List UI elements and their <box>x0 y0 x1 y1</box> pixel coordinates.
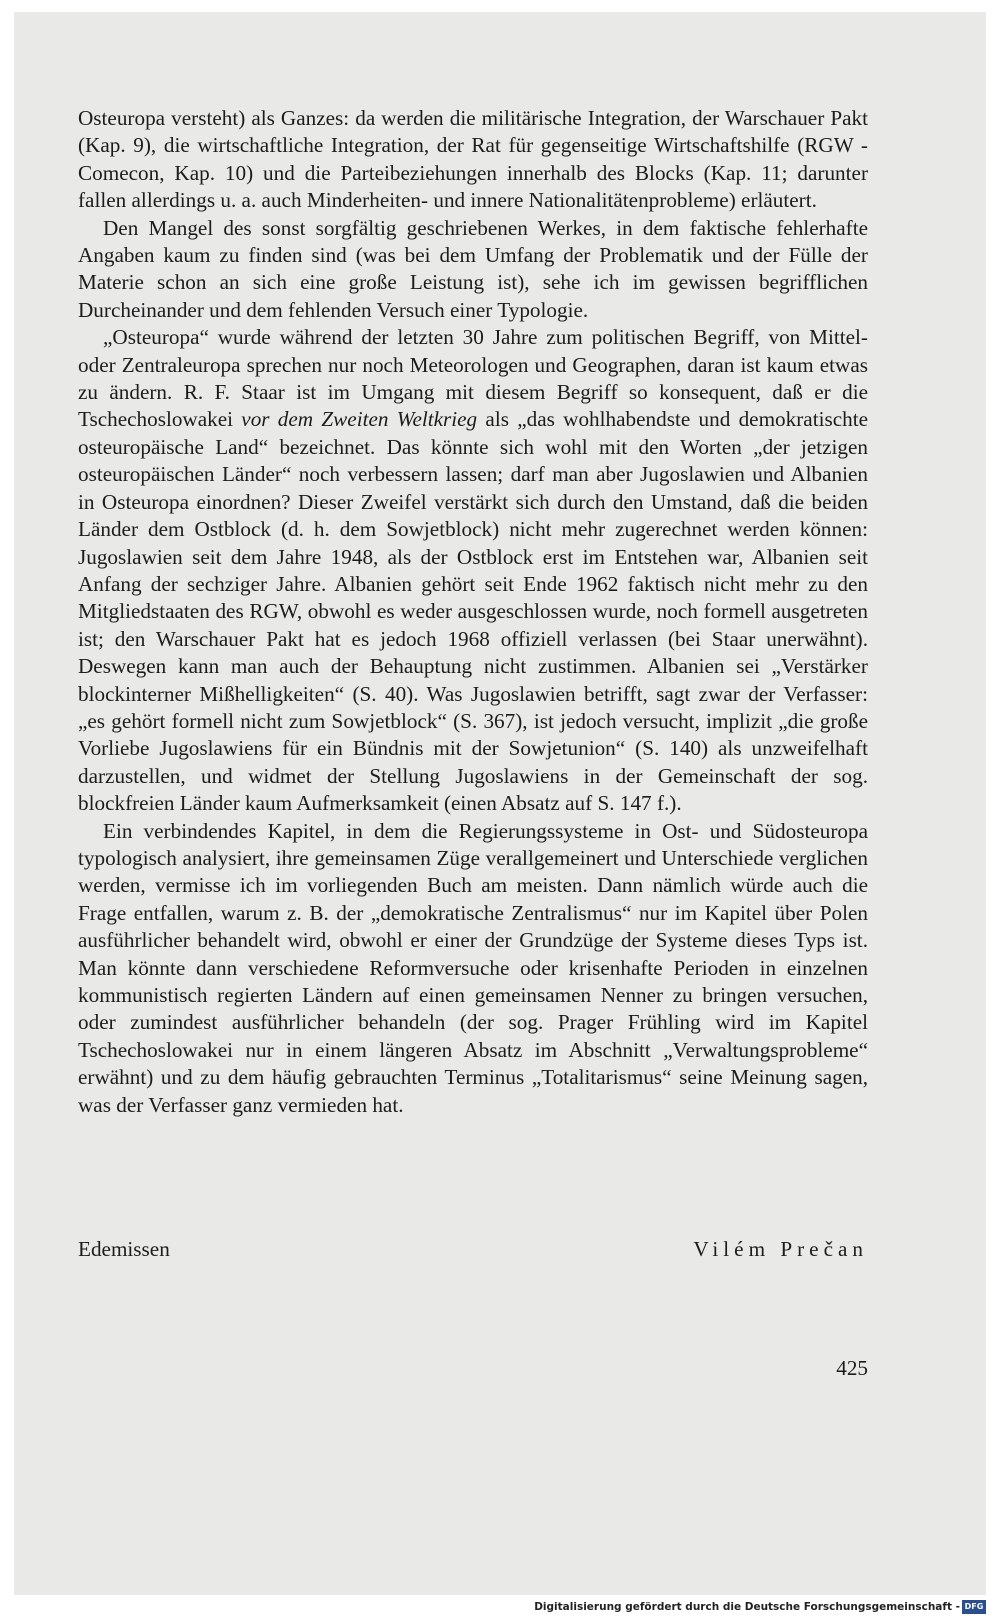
paragraph-1: Osteuropa versteht) als Ganzes: da werden die militärische Integration, der Warschauer Pakt (Kap. 9), die wirtschaftliche Integration, der Rat für gegenseitige Wirtschaftshilfe (RGW - Comecon, Kap. 10) und die Parteibeziehungen innerhalb des Blocks (Kap. 11; darunter fallen allerdings u. a. auch Minderheiten- und innere Nationalitätenprobleme) erläutert. <box>78 106 868 213</box>
paragraph-3 <box>78 324 868 817</box>
signature-place: Edemissen <box>78 1237 170 1261</box>
page-number: 425 <box>836 1356 868 1380</box>
paragraph-3-end: als „das wohlhabendste und demokratischte osteuropäische Land“ bezeichnet. Das könnte sich wohl mit den Worten „der jetzigen osteuropäischen Länder“ noch verbessern lassen; darf man aber Jugoslawien und Albanien in Osteuropa einordnen? Dieser Zweifel verstärkt sich durch den Umstand, daß die beiden Länder dem Ostblock (d. h. dem Sowjetblock) nicht mehr zugerechnet werden können: Jugoslawien seit dem Jahre 1948, als der Ostblock erst im Entstehen war, Albanien seit Anfang der sechziger Jahre. Albanien gehört seit Ende 1962 faktisch nicht mehr zu den Mitgliedstaaten des RGW, obwohl es weder ausgeschlossen wurde, noch formell ausgetreten ist; den Warschauer Pakt hat es jedoch 1968 offiziell verlassen (bei Staar unerwähnt). Deswegen kann man auch der Behauptung nicht zustimmen. Albanien sei „Verstärker blockinterner Mißhelligkeiten“ (S. 40). Was Jugoslawien betrifft, sagt zwar der Verfasser: „es gehört formell nicht zum Sowjetblock“ (S. 367), ist jedoch versucht, implizit „die große Vorliebe Jugoslawiens für ein Bündnis mit der Sowjetunion“ (S. 140) als unzweifelhaft darzustellen, und widmet der Stellung Jugoslawiens in der Gemeinschaft der sog. blockfreien Länder kaum Aufmerksamkeit (einen Absatz auf S. 147 f.). <box>78 407 869 816</box>
paragraph-2: Den Mangel des sonst sorgfältig geschriebenen Werkes, in dem faktische fehlerhafte Angaben kaum zu finden sind (was bei dem Umfang der Problematik und der Fülle der Materie schon an sich eine große Leistung ist), sehe ich im gewissen begrifflichen Durcheinander und dem fehlenden Versuch einer Typologie. <box>78 215 868 322</box>
paragraph-3-start: „Osteuropa“ wurde während der letzten 30 Jahre zum politischen Begriff, von Mittel- oder Zentraleuropa sprechen nur noch Meteorologen und Geographen, daran ist kaum etwas zu ändern. R. F. Staar ist im Umgang mit diesem Begriff so konsequent, daß er die Tschechoslowakei <box>78 325 868 432</box>
paragraph-3-emphasis: vor dem Zweiten Weltkrieg <box>241 407 478 432</box>
digitization-credit: Digitalisierung gefördert durch die Deutsche Forschungsgemeinschaft - <box>534 1601 960 1613</box>
paragraph-4: Ein verbindendes Kapitel, in dem die Regierungssysteme in Ost- und Südosteuropa typologisch analysiert, ihre gemeinsamen Züge verallgemeinert und Unterschiede verglichen werden, vermisse ich im vorliegenden Buch am meisten. Dann nämlich würde auch die Frage entfallen, warum z. B. der „demokratische Zentralismus“ nur im Kapitel über Polen ausführlicher behandelt wird, obwohl er einer der Grundzüge der Systeme dieses Typs ist. Man könnte dann verschiedene Reformversuche oder krisenhafte Perioden in einzelnen kommunistisch regierten Ländern auf einen gemeinsamen Nenner zu bringen versuchen, oder zumindest ausführlicher behandeln (der sog. Prager Frühling wird im Kapitel Tschechoslowakei nur in einem längeren Absatz im Abschnitt „Verwaltungsprobleme“ erwähnt) und zu dem häufig gebrauchten Terminus „Totalitarismus“ seine Meinung sagen, was der Verfasser ganz vermieden hat. <box>78 818 868 1117</box>
dfg-logo-icon: DFG <box>962 1600 986 1614</box>
signature-row <box>78 1237 868 1267</box>
body-text <box>78 105 868 1119</box>
signature-author: Vilém Prečan <box>693 1237 868 1261</box>
